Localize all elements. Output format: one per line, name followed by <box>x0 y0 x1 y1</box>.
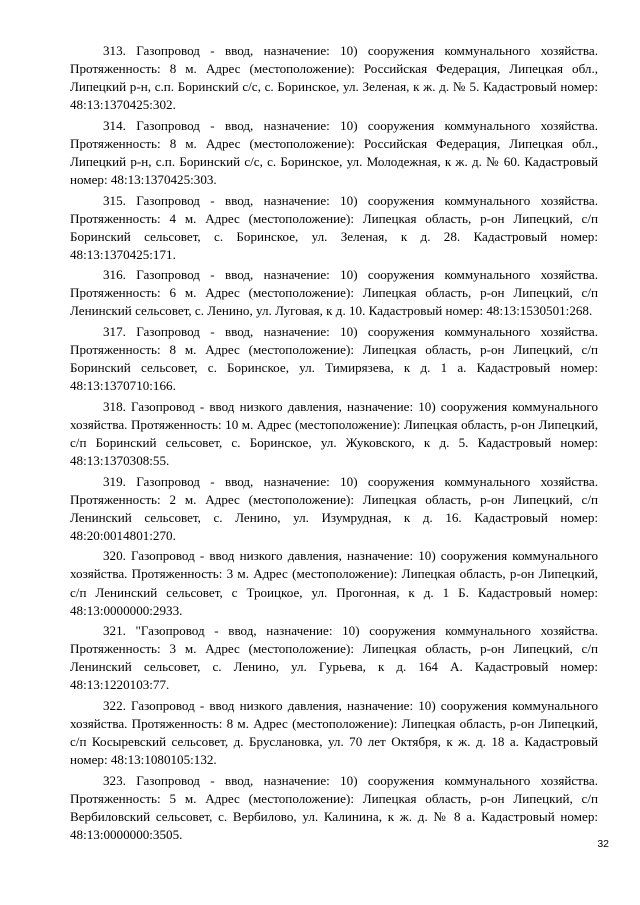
list-item: 323. Газопровод - ввод, назначение: 10) сооружения коммунального хозяйства. Протяженность: 5 м. Адрес (местоположение): Липецкая область, р-он Липецкий, с/п Вербиловский сельсовет, с. Вербилово, ул. Калинина, к ж. д. № 8 а. Кадастровый номер: 48:13:0000000:3505. <box>70 772 598 842</box>
list-item: 314. Газопровод - ввод, назначение: 10) сооружения коммунального хозяйства. Протяженность: 8 м. Адрес (местоположение): Российская Федерация, Липецкая обл., Липецкий р-н, с.п. Боринский с/с, с. Боринское, ул. Молодежная, к ж. д. № 60. Кадастровый номер: 48:13:1370425:303. <box>70 117 598 187</box>
list-item: 321. "Газопровод - ввод, назначение: 10) сооружения коммунального хозяйства. Протяженность: 3 м. Адрес (местоположение): Липецкая область, р-он Липецкий, с/п Ленинский сельсовет, с. Ленино, ул. Гурьева, к д. 164 А. Кадастровый номер: 48:13:1220103:77. <box>70 623 598 693</box>
list-item: 313. Газопровод - ввод, назначение: 10) сооружения коммунального хозяйства. Протяженность: 8 м. Адрес (местоположение): Российская Федерация, Липецкая обл., Липецкий р-н, с.п. Боринский с/с, с. Боринское, ул. Зеленая, к ж. д. № 5. Кадастровый номер: 48:13:1370425:302. <box>70 43 598 113</box>
document-body <box>70 42 598 847</box>
list-item: 316. Газопровод - ввод, назначение: 10) сооружения коммунального хозяйства. Протяженность: 6 м. Адрес (местоположение): Липецкая область, р-он Липецкий, с/п Ленинский сельсовет, с. Ленино, ул. Луговая, к д. 10. Кадастровый номер: 48:13:1530501:268. <box>70 267 598 319</box>
list-item: 318. Газопровод - ввод низкого давления, назначение: 10) сооружения коммунального хозяйства. Протяженность: 10 м. Адрес (местоположение): Липецкая область, р-он Липецкий, с/п Боринский сельсовет, с. Боринское, ул. Жуковского, к д. 5. Кадастровый номер: 48:13:1370308:55. <box>70 398 598 468</box>
list-item: 317. Газопровод - ввод, назначение: 10) сооружения коммунального хозяйства. Протяженность: 8 м. Адрес (местоположение): Липецкая область, р-он Липецкий, с/п Боринский сельсовет, с. Боринское, ул. Тимирязева, к д. 1 а. Кадастровый номер: 48:13:1370710:166. <box>70 324 598 394</box>
page-number: 32 <box>597 838 609 850</box>
list-item: 322. Газопровод - ввод низкого давления, назначение: 10) сооружения коммунального хозяйства. Протяженность: 8 м. Адрес (местоположение): Липецкая область, р-он Липецкий, с/п Косыревский сельсовет, д. Бруслановка, ул. 70 лет Октября, к ж. д. 18 а. Кадастровый номер: 48:13:1080105:132. <box>70 697 598 768</box>
list-item: 319. Газопровод - ввод, назначение: 10) сооружения коммунального хозяйства. Протяженность: 2 м. Адрес (местоположение): Липецкая область, р-он Липецкий, с/п Ленинский сельсовет, с. Ленино, ул. Изумрудная, к д. 16. Кадастровый номер: 48:20:0014801:270. <box>70 473 598 543</box>
list-item: 320. Газопровод - ввод низкого давления, назначение: 10) сооружения коммунального хозяйства. Протяженность: 3 м. Адрес (местоположение): Липецкая область, р-он Липецкий, с/п Ленинский сельсовет, с Троицкое, ул. Прогонная, к д. 1 Б. Кадастровый номер: 48:13:0000000:2933. <box>70 548 598 618</box>
list-item: 315. Газопровод - ввод, назначение: 10) сооружения коммунального хозяйства. Протяженность: 4 м. Адрес (местоположение): Липецкая область, р-он Липецкий, с/п Боринский сельсовет, с. Боринское, ул. Зеленая, к д. 28. Кадастровый номер: 48:13:1370425:171. <box>70 192 598 262</box>
